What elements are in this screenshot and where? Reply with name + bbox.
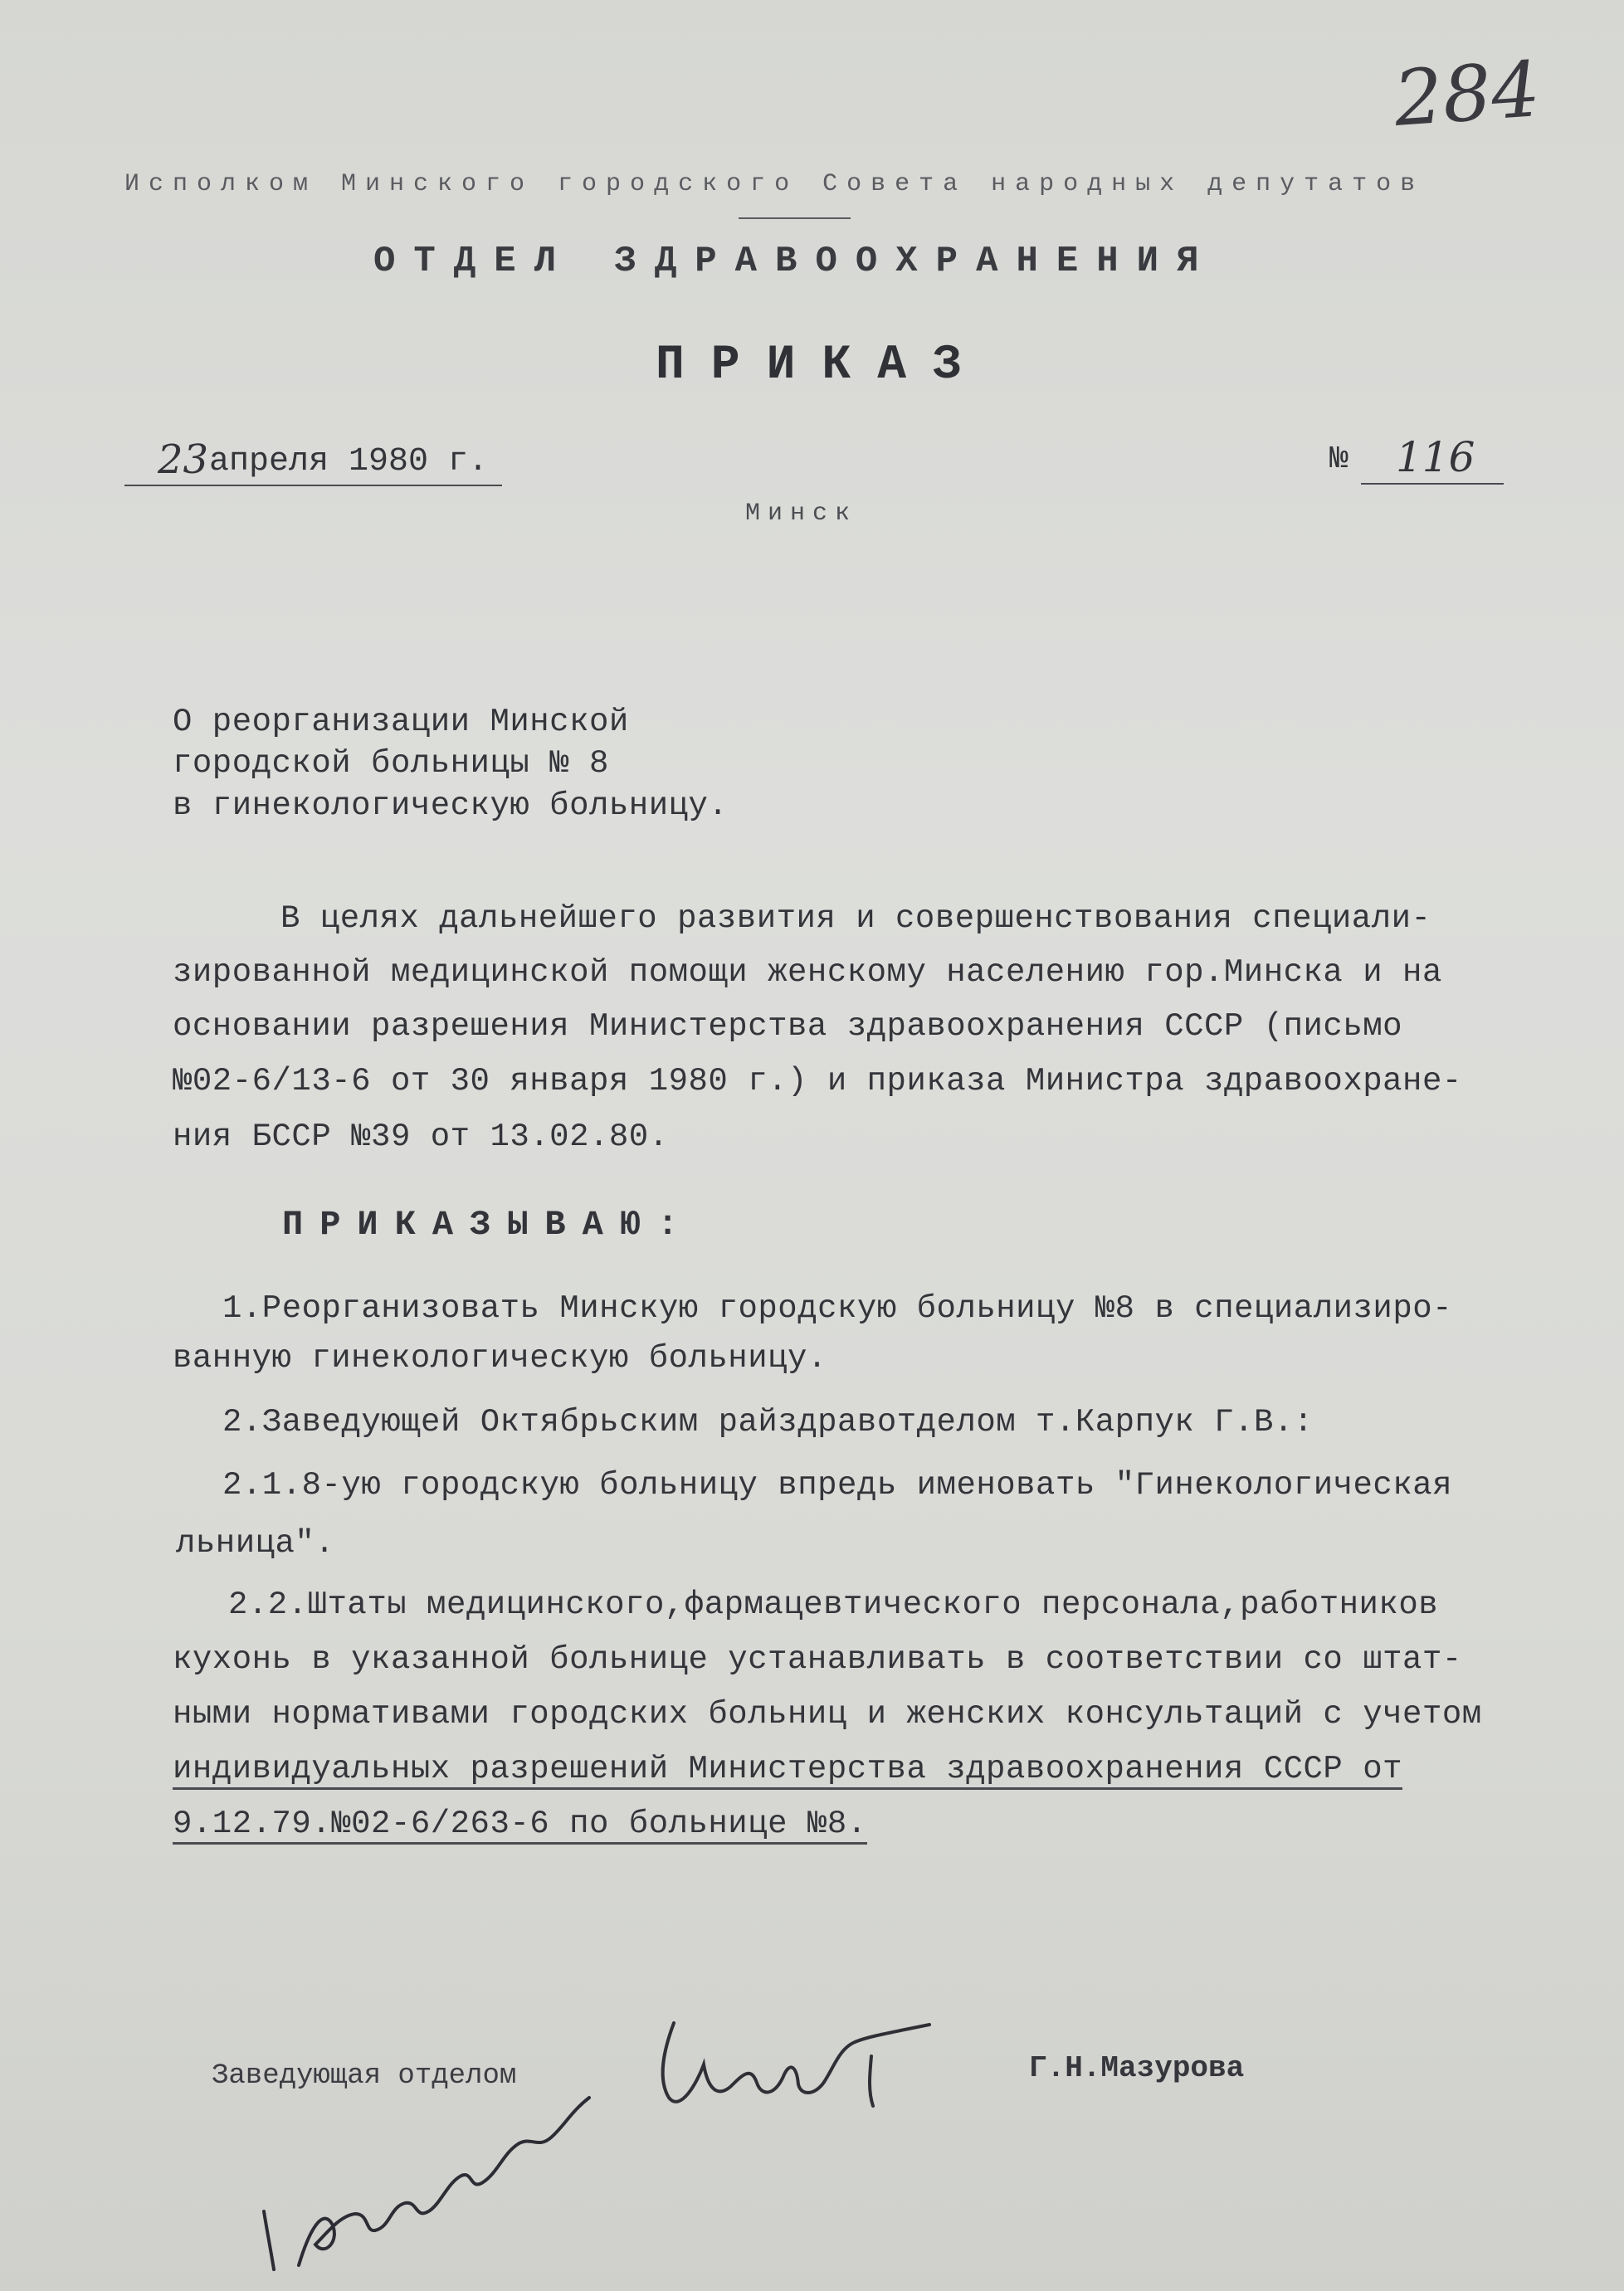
- department-name: ОТДЕЛ ЗДРАВООХРАНЕНИЯ: [373, 241, 1217, 282]
- item-line-4: 2.1.8-ую городскую больницу впредь именовать "Гинекологическая: [222, 1467, 1453, 1504]
- date-day: 23: [158, 436, 209, 483]
- subject-line-2: городской больницы № 8: [173, 745, 609, 782]
- item-line-10: 9.12.79.№02-6/263-6 по больнице №8.: [173, 1806, 867, 1845]
- header-divider: [739, 217, 851, 219]
- signatory-name: Г.Н.Мазурова: [1029, 2051, 1245, 2085]
- item-line-9: индивидуальных разрешений Министерства здравоохранения СССР от: [173, 1751, 1402, 1790]
- item-line-7: кухонь в указанной больнице устанавливать в соответствии со штат-: [173, 1641, 1462, 1678]
- item-line-8: ными нормативами городских больниц и женских консультаций с учетом: [173, 1696, 1482, 1733]
- order-number: 116: [1396, 433, 1475, 481]
- order-word: ПРИКАЗЫВАЮ:: [282, 1205, 695, 1245]
- preamble-line-1: В целях дальнейшего развития и совершенствования специали-: [280, 900, 1431, 937]
- issuing-authority: Исполком Минского городского Совета народных депутатов: [124, 170, 1425, 198]
- order-number-line: [1361, 435, 1504, 485]
- city: Минск: [745, 500, 858, 528]
- date-line: [124, 438, 502, 486]
- item-line-6: 2.2.Штаты медицинского,фармацевтического персонала,работников: [228, 1587, 1439, 1623]
- preamble-line-2: зированной медицинской помощи женскому населению гор.Минска и на: [173, 954, 1442, 991]
- preamble-line-3: основании разрешения Министерства здравоохранения СССР (письмо: [173, 1008, 1403, 1045]
- item-line-1: 1.Реорганизовать Минскую городскую больницу №8 в специализиро-: [222, 1290, 1453, 1327]
- item-line-2: ванную гинекологическую больницу.: [173, 1340, 827, 1377]
- number-prefix: №: [1329, 441, 1348, 477]
- item-line-5: льница".: [176, 1525, 335, 1562]
- item-line-3: 2.Заведующей Октябрьским райздравотделом т.Карпук Г.В.:: [222, 1404, 1314, 1440]
- document-title: ПРИКАЗ: [656, 339, 988, 392]
- subject-line-3: в гинекологическую больницу.: [173, 787, 729, 824]
- signatory-position: Заведующая отделом: [212, 2060, 517, 2092]
- preamble-line-4: №02-6/13-6 от 30 января 1980 г.) и приказа Министра здравоохране-: [173, 1063, 1462, 1099]
- archive-page-mark: 284: [1391, 45, 1544, 144]
- date-month-year: апреля 1980 г.: [209, 443, 489, 480]
- preamble-line-5: ния БССР №39 от 13.02.80.: [173, 1119, 669, 1155]
- subject-line-1: О реорганизации Минской: [173, 704, 629, 740]
